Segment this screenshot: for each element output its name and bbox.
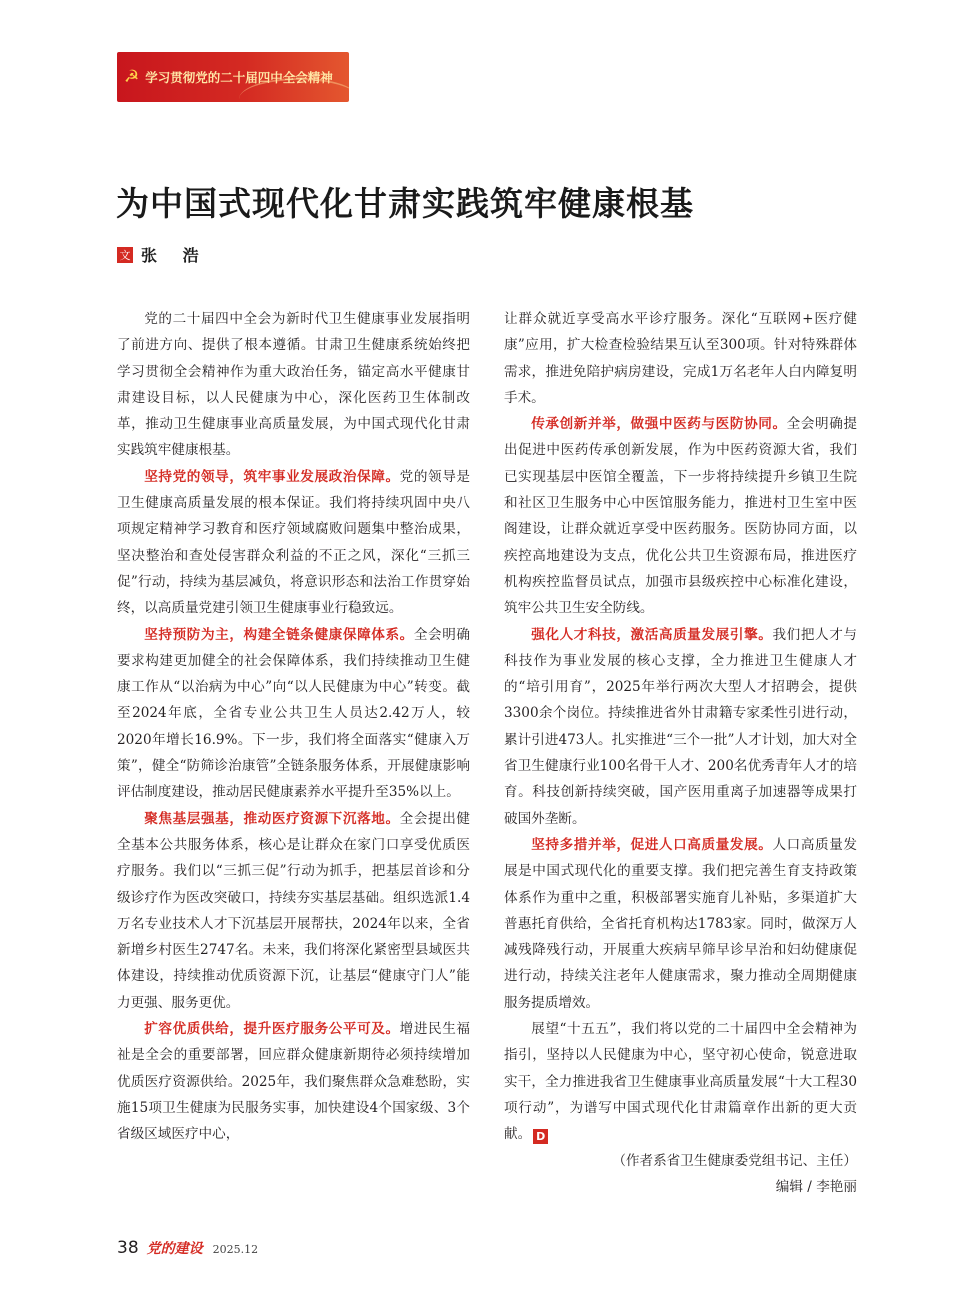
paragraph-body: 全会明确要求构建更加健全的社会保障体系，我们持续推动卫生健康工作从“以治病为中心”向“以人民健康为中心”转变。截至2024年底，全省专业公共卫生人员达2.42万人，较2020年增长16.9%。下一步，我们将全面落实“健康入万策”，健全“防筛诊治康管”全链条服务体系，开展健康影响评估制度建设，推动居民健康素养水平提升至35%以上。 (117, 626, 471, 801)
paragraph-body: 增进民生福祉是全会的重要部署，回应群众健康新期待必须持续增加优质医疗资源供给。2025年，我们聚焦群众急难愁盼，实施15项卫生健康为民服务实事，加快建设4个国家级、3个省级区域医疗中心， (117, 1021, 471, 1143)
section-heading: 坚持多措并举，促进人口高质量发展。 (531, 836, 773, 853)
section-heading: 坚持预防为主，构建全链条健康保障体系。 (144, 626, 414, 643)
paragraph (117, 622, 470, 806)
section-heading: 传承创新并举，做强中医药与医防协同。 (531, 416, 787, 433)
paragraph-body: 展望“十五五”，我们将以党的二十届四中全会精神为指引，坚持以人民健康为中心，坚守初心使命，锐意进取实干，全力推进我省卫生健康事业高质量发展“十大工程30项行动”，为谱写中国式现代化甘肃篇章作出新的更大贡献。 (504, 1021, 857, 1143)
section-heading: 坚持党的领导，筑牢事业发展政治保障。 (144, 468, 400, 485)
party-emblem-icon: ☭ (124, 66, 140, 87)
right-column (504, 306, 857, 1200)
page-number: 38 (117, 1238, 139, 1258)
paragraph (504, 1016, 857, 1147)
author-note: （作者系省卫生健康委党组书记、主任） (612, 1152, 857, 1169)
paragraph (117, 806, 470, 1016)
magazine-logo: 党的建设 (146, 1241, 203, 1257)
article-title: 为中国式现代化甘肃实践筑牢健康根基 (116, 184, 694, 223)
section-heading: 聚焦基层强基，推动医疗资源下沉落地。 (144, 810, 400, 827)
paragraph: 让群众就近享受高水平诊疗服务。深化“互联网+医疗健康”应用，扩大检查检验结果互认至300项。针对特殊群体需求，推进免陪护病房建设，完成1万名老年人白内障复明手术。 (504, 311, 857, 406)
paragraph (504, 411, 857, 621)
editor-credit: 编辑 / 李艳丽 (775, 1178, 857, 1195)
section-heading: 强化人才科技，激活高质量发展引擎。 (531, 626, 773, 643)
paragraph (117, 1016, 470, 1147)
paragraph-body: 全会明确提出促进中医药传承创新发展，作为中医药资源大省，我们已实现基层中医馆全覆盖，下一步将持续提升乡镇卫生院和社区卫生服务中心中医馆服务能力，推进村卫生室中医阁建设，让群众就近享受中医药服务。医防协同方面，以疾控高地建设为支点，优化公共卫生资源布局，推进医疗机构疾控监督员试点，加强市县级疾控中心标准化建设，筑牢公共卫生安全防线。 (504, 416, 858, 617)
section-banner (117, 52, 349, 102)
paragraph (504, 622, 857, 832)
section-heading: 扩容优质供给，提升医疗服务公平可及。 (144, 1021, 400, 1038)
paragraph-body: 我们把人才与科技作为事业发展的核心支撑，全力推进卫生健康人才的“培引用育”，2025年举行两次大型人才招聘会，提供3300余个岗位。持续推进省外甘肃籍专家柔性引进行动，累计引进473人。扎实推进“三个一批”人才计划，加大对全省卫生健康行业100名骨干人才、200名优秀青年人才的培育。科技创新持续突破，国产医用重离子加速器等成果打破国外垄断。 (504, 626, 858, 827)
paragraph (117, 464, 470, 622)
paragraph-body: 全会提出健全基本公共服务体系，核心是让群众在家门口享受优质医疗服务。我们以“三抓三促”行动为抓手，把基层首诊和分级诊疗作为医改突破口，持续夯实基层基础。组织选派1.4万名专业技术人才下沉基层开展帮扶，2024年以来，全省新增乡村医生2747名。未来，我们将深化紧密型县域医共体建设，持续推动优质资源下沉，让基层“健康守门人”能力更强、服务更优。 (117, 810, 471, 1011)
paragraph-body: 党的领导是卫生健康高质量发展的根本保证。我们将持续巩固中央八项规定精神学习教育和医疗领域腐败问题集中整治成果，坚决整治和查处侵害群众利益的不正之风，深化“三抓三促”行动，持续为基层减负，将意识形态和法治工作贯穿始终，以高质量党建引领卫生健康事业行稳致远。 (117, 468, 471, 617)
page-footer (117, 1238, 258, 1258)
end-mark-icon: D (533, 1129, 548, 1144)
paragraph (504, 832, 857, 1016)
paragraph: 党的二十届四中全会为新时代卫生健康事业发展指明了前进方向、提供了根本遵循。甘肃卫生健康系统始终把学习贯彻全会精神作为重大政治任务，锚定高水平健康甘肃建设目标，以人民健康为中心，深化医药卫生体制改革，推动卫生健康事业高质量发展，为中国式现代化甘肃实践筑牢健康根基。 (117, 311, 470, 459)
byline (117, 243, 209, 266)
byline-tag: 文 (117, 247, 133, 263)
issue-date: 2025.12 (212, 1243, 259, 1256)
banner-text: 学习贯彻党的二十届四中全会精神 (145, 70, 333, 85)
author-name: 张 浩 (141, 246, 209, 265)
left-column (117, 306, 470, 1148)
paragraph-body: 人口高质量发展是中国式现代化的重要支撑。我们把完善生育支持政策体系作为重中之重，积极部署实施育儿补贴，多渠道扩大普惠托育供给，全省托育机构达1783家。同时，做深万人减残降残行动，开展重大疾病早筛早诊早治和妇幼健康促进行动，持续关注老年人健康需求，聚力推动全周期健康服务提质增效。 (504, 836, 858, 1011)
